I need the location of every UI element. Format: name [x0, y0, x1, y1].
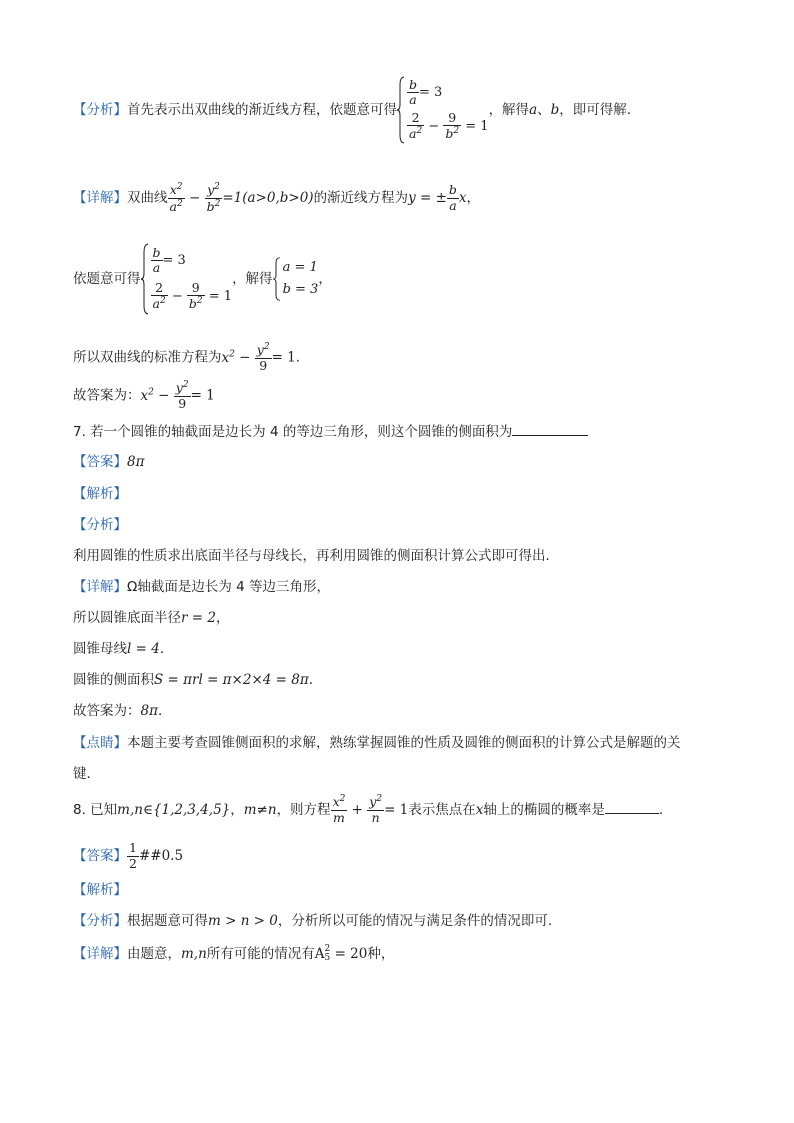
ans7-text: 故答案为： [73, 703, 141, 719]
p4-dot: . [295, 349, 301, 366]
detail-8-text1: 由题意， [127, 946, 181, 962]
q8-text5: 轴上的椭圆的概率是 [483, 802, 605, 818]
detail-tag: 【详解】 [73, 190, 127, 206]
p1-text2: ，解得 [488, 102, 530, 118]
q7-text: 7. 若一个圆锥的轴截面是边长为 4 的等边三角形，则这个圆锥的侧面积为 [73, 424, 513, 440]
q8-blank [605, 799, 659, 814]
p2-x: x [458, 190, 467, 206]
dianjing-7 [73, 733, 681, 753]
answer-8-tag: 【答案】 [73, 848, 127, 864]
detail-8-eq: = 20 [330, 946, 368, 962]
question-8: 8. 已知m,n∈{1,2,3,4,5}，m≠n，则方程 $\frac{x^2}{m}$ + $\frac{y^2}{n}$ = 1表示焦点在x轴上的椭圆的概率是 . [73, 794, 664, 826]
var-b: b [550, 102, 560, 118]
p5-answer: 故答案为：$x^2$ − $\frac{y^2}{9}$ = 1 [73, 379, 215, 411]
p3-text1: 依题意可得 [73, 271, 141, 287]
p5-text: 故答案为： [73, 387, 141, 404]
question-7 [73, 421, 588, 442]
fenxi-8-text1: 根据题意可得 [127, 913, 208, 929]
detail-8-mn: m,n [181, 946, 207, 962]
p2-cond: =1(a>0,b>0) [222, 190, 314, 206]
q8-x: x [475, 802, 484, 818]
p3-end: ， [318, 271, 332, 287]
slant-text: 圆锥母线 [73, 641, 127, 657]
analysis-tag: 【分析】 [73, 102, 127, 118]
sol-a: a = 1 [282, 260, 318, 275]
slant-end: ． [159, 641, 174, 657]
area-text: 圆锥的侧面积 [73, 672, 154, 688]
p1-sep: 、 [537, 102, 551, 118]
p2-comma: ， [466, 190, 481, 206]
system-equations-2: $\frac{b}{a}$ = 3 $\frac{2}{a^2}$ − $\frac{9}{b^2}$ = 1 [141, 243, 233, 315]
answer-tag: 【答案】 [73, 454, 127, 470]
dianjing-text: 本题主要考查圆锥侧面积的求解，熟练掌握圆锥的性质及圆锥的侧面积的计算公式是解题的关 [127, 735, 681, 751]
p2-text1: 双曲线 [127, 190, 168, 206]
fenxi-8-cond: m > n > 0 [208, 913, 278, 929]
area-end: ． [308, 672, 323, 688]
ans7-eq: 8π [140, 703, 158, 719]
q7-blank [512, 421, 588, 436]
detail-8-sup: 2 [324, 944, 331, 954]
area-7 [73, 670, 322, 690]
area-eq: S = πrl = π×2×4 = 8π [154, 672, 309, 688]
radius-text: 所以圆锥底面半径 [73, 610, 181, 626]
fenxi-7-text [73, 546, 559, 566]
slant-eq: l = 4 [127, 641, 160, 657]
system-equations: $\frac{b}{a}$ = 3 $\frac{2}{a^2}$ − $\frac{9}{b^2}$ = 1 [397, 76, 489, 144]
q8-neq: m≠n [243, 802, 277, 818]
detail-7-tag: 【详解】 [73, 579, 127, 595]
solution-system [273, 257, 319, 301]
fenxi-7-body: 利用圆锥的性质求出底面半径与母线长，再利用圆锥的侧面积计算公式即可得出． [73, 548, 559, 564]
q8-text4: 表示焦点在 [408, 802, 476, 818]
p3-text2: ，解得 [232, 271, 273, 287]
q8-text1: 8. 已知 [73, 802, 118, 818]
p2-text2: 的渐近线方程为 [313, 190, 409, 206]
p3-detail [73, 240, 332, 318]
detail-8-A: A [314, 946, 325, 962]
detail-8 [73, 944, 394, 964]
p2-detail: 【详解】双曲线 $\frac{x^2}{a^2}$ − $\frac{y^2}{b^2}$ =1(a>0,b>0)的渐近线方程为y = ± $\frac{b}{a}$ x， [73, 181, 481, 214]
radius-7 [73, 608, 229, 628]
p4-eq: = 1 [271, 349, 296, 366]
jiexi-tag: 【解析】 [73, 486, 127, 502]
p1-text3: ，即可得解. [559, 102, 632, 118]
slant-7 [73, 639, 173, 659]
p4-text: 所以双曲线的标准方程为 [73, 349, 222, 366]
fenxi-8 [73, 911, 552, 931]
jiexi-7 [73, 484, 127, 504]
answer-7 [73, 452, 144, 472]
detail-7-text: Ω轴截面是边长为 4 等边三角形， [127, 579, 330, 595]
answer-8: 【答案】 $\frac{1}{2}$ ##0.5 [73, 840, 184, 871]
q8-set: m,n∈{1,2,3,4,5} [117, 802, 231, 818]
p1-text1: 首先表示出双曲线的渐近线方程，依题意可得 [127, 102, 397, 118]
var-a: a [529, 102, 538, 118]
answer-7-value: 8π [127, 454, 145, 470]
jiexi-8-tag: 【解析】 [73, 882, 127, 898]
radius-eq: r = 2 [181, 610, 216, 626]
detail-8-sub: 5 [324, 953, 331, 963]
p1-analysis [73, 74, 631, 146]
ans7-final [73, 701, 171, 721]
q8-eq: = 1 [384, 802, 409, 818]
radius-end: ， [215, 610, 230, 626]
q8-text2: ， [230, 802, 244, 818]
fenxi-7 [73, 515, 127, 535]
p4-standard-eq: 所以双曲线的标准方程为$x^2$ − $\frac{y^2}{9}$ = 1. [73, 341, 301, 373]
p5-eq: = 1 [190, 387, 215, 404]
q8-text3: ，则方程 [276, 802, 331, 818]
fenxi-8-text2: ，分析所以可能的情况与满足条件的情况即可. [277, 913, 553, 929]
detail-7 [73, 577, 330, 597]
detail-8-text2: 所有可能的情况有 [206, 946, 315, 962]
p2-asym: y = ± [408, 190, 447, 206]
fenxi-8-tag: 【分析】 [73, 913, 127, 929]
answer-8-value: ##0.5 [138, 848, 184, 864]
dianjing-tag: 【点睛】 [73, 735, 127, 751]
jiexi-8 [73, 880, 127, 900]
dianjing-text-2: 键． [73, 766, 100, 782]
q8-end: . [658, 802, 664, 818]
fenxi-tag: 【分析】 [73, 517, 127, 533]
dianjing-7b [73, 764, 100, 784]
sol-b: b = 3 [282, 282, 319, 297]
detail-8-text3: 种， [367, 946, 395, 962]
ans7-end: ． [157, 703, 172, 719]
detail-8-tag: 【详解】 [73, 946, 127, 962]
